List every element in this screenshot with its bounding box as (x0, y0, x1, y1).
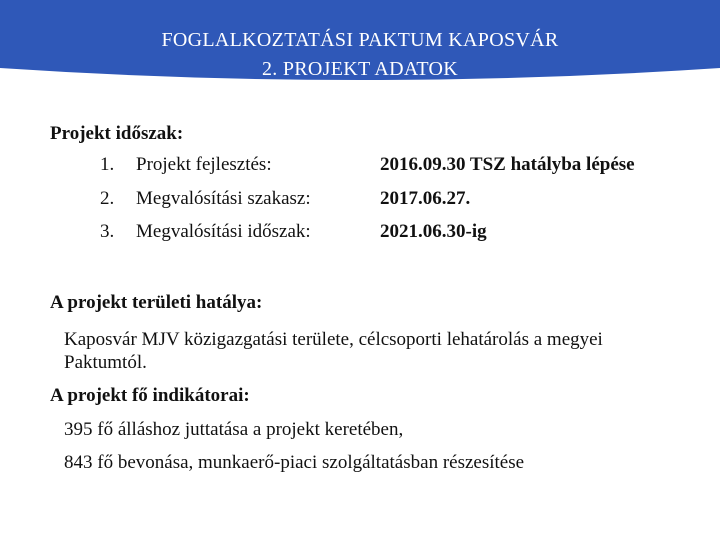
indicator-item-2: 843 fő bevonása, munkaerő-piaci szolgáltatásban részesítése (64, 452, 525, 473)
period-heading: Projekt időszak: (50, 123, 184, 144)
period-item-1-value: 2016.09.30 TSZ hatályba lépése (380, 154, 635, 175)
period-item-3-value: 2021.06.30-ig (380, 221, 487, 242)
scope-heading: A projekt területi hatálya: (50, 292, 263, 313)
indicator-item-1: 395 fő álláshoz juttatása a projekt keretében, (64, 419, 404, 440)
period-item-3-label: Megvalósítási időszak: (136, 221, 311, 242)
period-item-2-number: 2. (100, 188, 115, 209)
title-line-1: FOGLALKOZTATÁSI PAKTUM KAPOSVÁR (161, 29, 559, 51)
period-item-3-number: 3. (100, 221, 115, 242)
scope-text-line-1: Kaposvár MJV közigazgatási területe, célcsoporti lehatárolás a megyei (64, 329, 603, 350)
indicators-heading: A projekt fő indikátorai: (50, 385, 250, 406)
period-item-1-number: 1. (100, 154, 115, 175)
scope-text-line-2: Paktumtól. (64, 352, 147, 373)
period-item-2-value: 2017.06.27. (380, 188, 471, 209)
title-line-2: 2. PROJEKT ADATOK (261, 58, 459, 80)
period-item-2-label: Megvalósítási szakasz: (136, 188, 311, 209)
period-item-1-label: Projekt fejlesztés: (136, 154, 272, 175)
